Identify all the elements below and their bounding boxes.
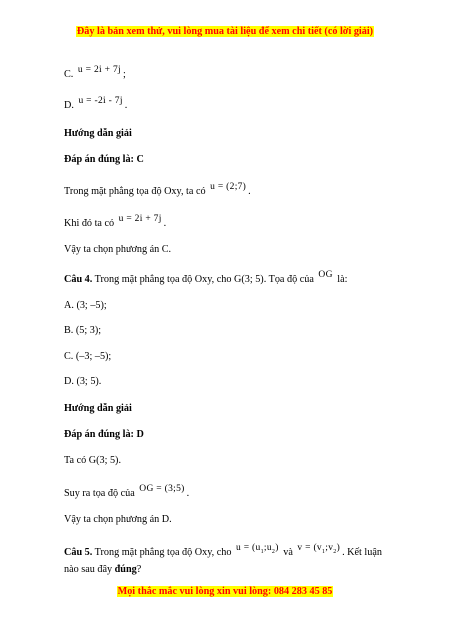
q4-solution-2: Suy ra tọa độ của OG = (3;5) . [64,484,190,499]
q4-conclusion: Vậy ta chọn phương án D. [64,514,172,525]
q3-conclusion: Vậy ta chọn phương án C. [64,244,172,255]
math-expression-v: $v = (v_1;v_2)$ [297,543,341,555]
math-expression: OG [318,270,333,280]
question-label: Câu 5. [64,547,93,558]
footer-notice [0,586,450,597]
q3-solution-1: Trong mặt phẳng tọa độ Oxy, ta có u = (2;7) . [64,182,251,197]
question-label: Câu 4. [64,274,93,285]
q4-option-b: B. (5; 3); [64,325,102,336]
header-notice [0,26,450,37]
q4-solution-1: Ta có G(3; 5). [64,455,121,466]
q4-option-c: C. (–3; –5); [64,351,112,362]
q3-solution-2: Khi đó ta có u = 2i + 7j . [64,214,167,229]
q3-option-c: C. u = 2i + 7j ; [64,65,126,80]
q4-guide-heading: Hướng dẫn giải [64,403,132,414]
math-expression-u: $u = (u_1;u_2)$ [236,543,279,555]
q3-guide-heading: Hướng dẫn giải [64,128,132,139]
math-expression: u = 2i + 7j [77,65,121,75]
q4-stem: Câu 4. Trong mặt phẳng tọa độ Oxy, cho G(3; 5). Tọa độ của OG là: [64,270,348,285]
header-notice-text: Đây là bản xem thử, vui lòng mua tài liệu để xem chi tiết (có lời giải) [76,26,374,37]
q3-option-d: D. u = -2i - 7j . [64,96,128,111]
footer-notice-text: Mọi thắc mắc vui lòng xin vui lòng: 084 283 45 85 [117,586,333,597]
math-expression: u = 2i + 7j [118,214,162,224]
q4-option-a: A. (3; –5); [64,300,107,311]
q5-stem-line-2: nào sau đây đúng? [64,564,142,575]
q4-option-d: D. (3; 5). [64,376,102,387]
q5-stem: Câu 5. Trong mặt phẳng tọa độ Oxy, cho $u = (u_1;u_2)$ và $v = (v_1;v_2)$ . Kết luận [64,543,382,558]
q3-answer: Đáp án đúng là: C [64,154,144,165]
math-expression: OG = (3;5) [139,484,185,494]
q4-answer: Đáp án đúng là: D [64,429,144,440]
math-expression: u = -2i - 7j [78,96,123,106]
math-expression: u = (2;7) [210,182,247,192]
